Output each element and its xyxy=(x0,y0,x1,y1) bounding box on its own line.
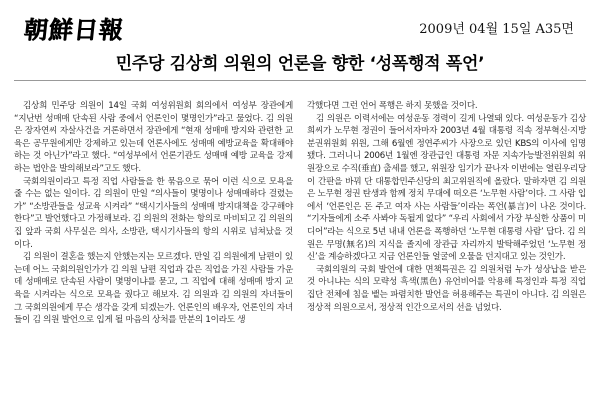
headline-divider xyxy=(14,80,586,81)
article-headline: 민주당 김상희 의원의 언론을 향한 ‘성폭행적 폭언’ xyxy=(115,54,485,74)
dateline: 2009년 04월 15일 A35면 xyxy=(419,22,574,37)
article-paragraph: 각했다면 그런 언어 폭행은 하지 못했을 것이다. xyxy=(307,101,478,111)
article-paragraph: 김 의원은 이력서에는 여성운동 경력이 길게 나열돼 있다. 여성운동가 김상희씨가 노무현 정권이 들어서자마자 2003년 4월 대통령 직속 정부혁신·지방분권위원회 위원, 그해 6월엔 정연주씨가 사장으로 있던 KBS의 이사에 임명됐다. 그러니니 2006년 1월엔 장관급인 대통령 자문 지속가능발전위원회 위원장으로 수직(垂直) 출세를 했고, 위원장 임기가 끝나자 이번에는 열린우리당이 간판을 바꿔 단 대통합민주신당의 최고위원직에 올랐다. 말하자면 김 의원은 노무현 정권 탄생과 함께 정치 무대에 떠오른 ‘노무현 사람’이다. 그 사람 입에서 ‘언론인은 돈 주고 여자 사는 사람들’이라는 폭언(暴言)이 나온 것이다. “기자들에게 소주 사봐야 독될게 없다” “우리 사회에서 가장 부실한 상품이 미디어”라는 식으로 5년 내내 언론을 폭행하던 ‘노무현 대통령 사람’ 답다. 김 의원은 무명(無名)의 지식을 졸지에 장관급 자리까지 발탁해주었던 ‘노무현 정신’을 계승하겠다고 지금 언론인들 얼굴에 오물을 던지대고 있는 것인가. xyxy=(307,113,586,263)
article-paragraph: 김 의원이 결혼을 했는지 안했는지는 모르겠다. 만일 김 의원에게 남편이 있는데 어느 국회의원인가가 김 의원 남편 직업과 같은 직업을 가진 사람들 가운데 성매매로 단속된 사람이 몇명이냐를 묻고, 그 직업에 대해 성매매 방지 교육을 시켜라는 식으로 모욕을 줬다고 해보자. 김 의원과 김 의원의 자녀들이 그 국회의원에게 무슨 생각을 갖게 되겠는가. 언론인의 배우자, 언론인의 자녀들이 김 의원 발언으로 입게 될 마음의 상처를 만분의 1이라도 생 xyxy=(14,252,293,326)
newspaper-logo: 朝鮮日報 xyxy=(22,15,126,44)
article-paragraph: 국회의원의 국회 발언에 대한 면책특권은 김 의원처럼 누가 성상납을 받은 것 아니냐는 식의 모략성 흑색(黑色) 유언비어를 악용해 특정인과 특정 직업 집단 전체에 침을 뱉는 파렴치한 발언을 허용해주는 특권이 아니다. 김 의원은 정상적 의원으로서, 정상적 인간으로서의 선을 넘었다. xyxy=(307,264,586,313)
article-body xyxy=(14,100,586,327)
masthead xyxy=(10,6,590,46)
article-paragraph: 국회의원이라고 특정 직업 사람들을 한 묶음으로 묶어 이런 식으로 모욕을 줄 수는 없는 일이다. 김 의원이 만일 “의사들이 몇명이나 성매매하다 걸렸는가” “소방관들을 성교육 시켜라” “택시기사들의 성매매 방지대책을 강구해야 한다”고 발언했다고 가정해보라. 김 의원의 전화는 항의로 마비되고 김 의원의 집 앞과 국회 사무실은 의사, 소방관, 택시기사들의 항의 시위로 넘쳐났을 것이다. xyxy=(14,176,293,250)
article-paragraph: 김상희 민주당 의원이 14일 국회 여성위원회 회의에서 여성부 장관에게 “지난번 성매매 단속된 사람 중에서 언론인이 몇명인가”라고 물었다. 김 의원은 장자연씨 자살사건을 거론하면서 장관에게 “현재 성매매 방지와 관련한 교육은 공무원에게만 강제하고 있는데 언론사에도 성매매 예방교육을 확대해야 하는 것 아닌가”라고 했다. “여성부에서 언론기관도 성매매 예방 교육을 강제하는 법안을 발의해보라”고도 했다. xyxy=(14,101,293,174)
article-column-right xyxy=(307,100,586,327)
article-column-left xyxy=(14,100,293,327)
